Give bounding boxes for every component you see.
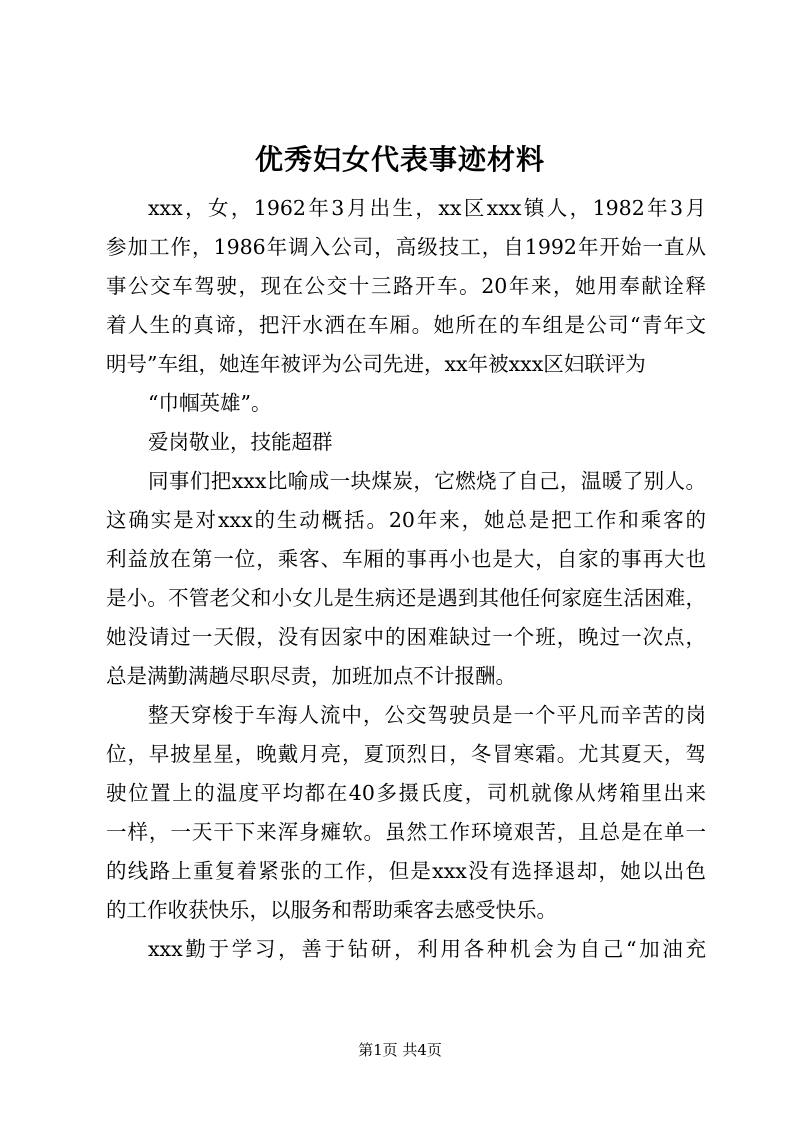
paragraph-line: 总是满勤满趟尽职尽责，加班加点不计报酬。 bbox=[106, 664, 516, 688]
paragraph-line: “巾帼英雄”。 bbox=[148, 391, 272, 415]
paragraph-line: 位，早披星星，晚戴月亮，夏顶烈日，冬冒寒霜。尤其夏天，驾 bbox=[106, 742, 706, 766]
paragraph-line: 是小。不管老父和小女儿是生病还是遇到其他任何家庭生活困难， bbox=[106, 586, 706, 610]
document-title: 优秀妇女代表事迹材料 bbox=[254, 143, 545, 176]
paragraph-line: 一样，一天干下来浑身瘫软。虽然工作环境艰苦，且总是在单一 bbox=[106, 820, 706, 844]
paragraph-line: 着人生的真谛，把汗水洒在车厢。她所在的车组是公司“青年文 bbox=[106, 313, 706, 337]
paragraph-line: 的线路上重复着紧张的工作，但是xxx没有选择退却，她以出色 bbox=[106, 859, 706, 883]
paragraph-line: 事公交车驾驶，现在公交十三路开车。20年来，她用奉献诠释 bbox=[106, 274, 706, 298]
paragraph-line: 这确实是对xxx的生动概括。20年来，她总是把工作和乘客的 bbox=[106, 508, 706, 532]
section-heading: 爱岗敬业，技能超群 bbox=[148, 430, 333, 454]
paragraph-line: 驶位置上的温度平均都在40多摄氏度，司机就像从烤箱里出来 bbox=[106, 781, 706, 805]
page-footer: 第1页 共4页 bbox=[358, 1041, 442, 1059]
paragraph-line: 同事们把xxx比喻成一块煤炭，它燃烧了自己，温暖了别人。 bbox=[148, 469, 706, 493]
paragraph-line: 她没请过一天假，没有因家中的困难缺过一个班，晚过一次点， bbox=[106, 625, 706, 649]
paragraph-line: xxx勤于学习，善于钻研，利用各种机会为自己“加油充 bbox=[148, 937, 706, 961]
paragraph-line: 整天穿梭于车海人流中，公交驾驶员是一个平凡而辛苦的岗 bbox=[148, 703, 706, 727]
paragraph-line: 参加工作，1986年调入公司，高级技工，自1992年开始一直从 bbox=[106, 235, 706, 259]
paragraph-line: xxx，女，1962年3月出生，xx区xxx镇人，1982年3月 bbox=[148, 196, 706, 220]
paragraph-line: 利益放在第一位，乘客、车厢的事再小也是大，自家的事再大也 bbox=[106, 547, 706, 571]
document-body bbox=[106, 189, 706, 969]
paragraph-line: 的工作收获快乐，以服务和帮助乘客去感受快乐。 bbox=[106, 898, 557, 922]
paragraph-line: 明号”车组，她连年被评为公司先进，xx年被xxx区妇联评为 bbox=[106, 352, 646, 376]
